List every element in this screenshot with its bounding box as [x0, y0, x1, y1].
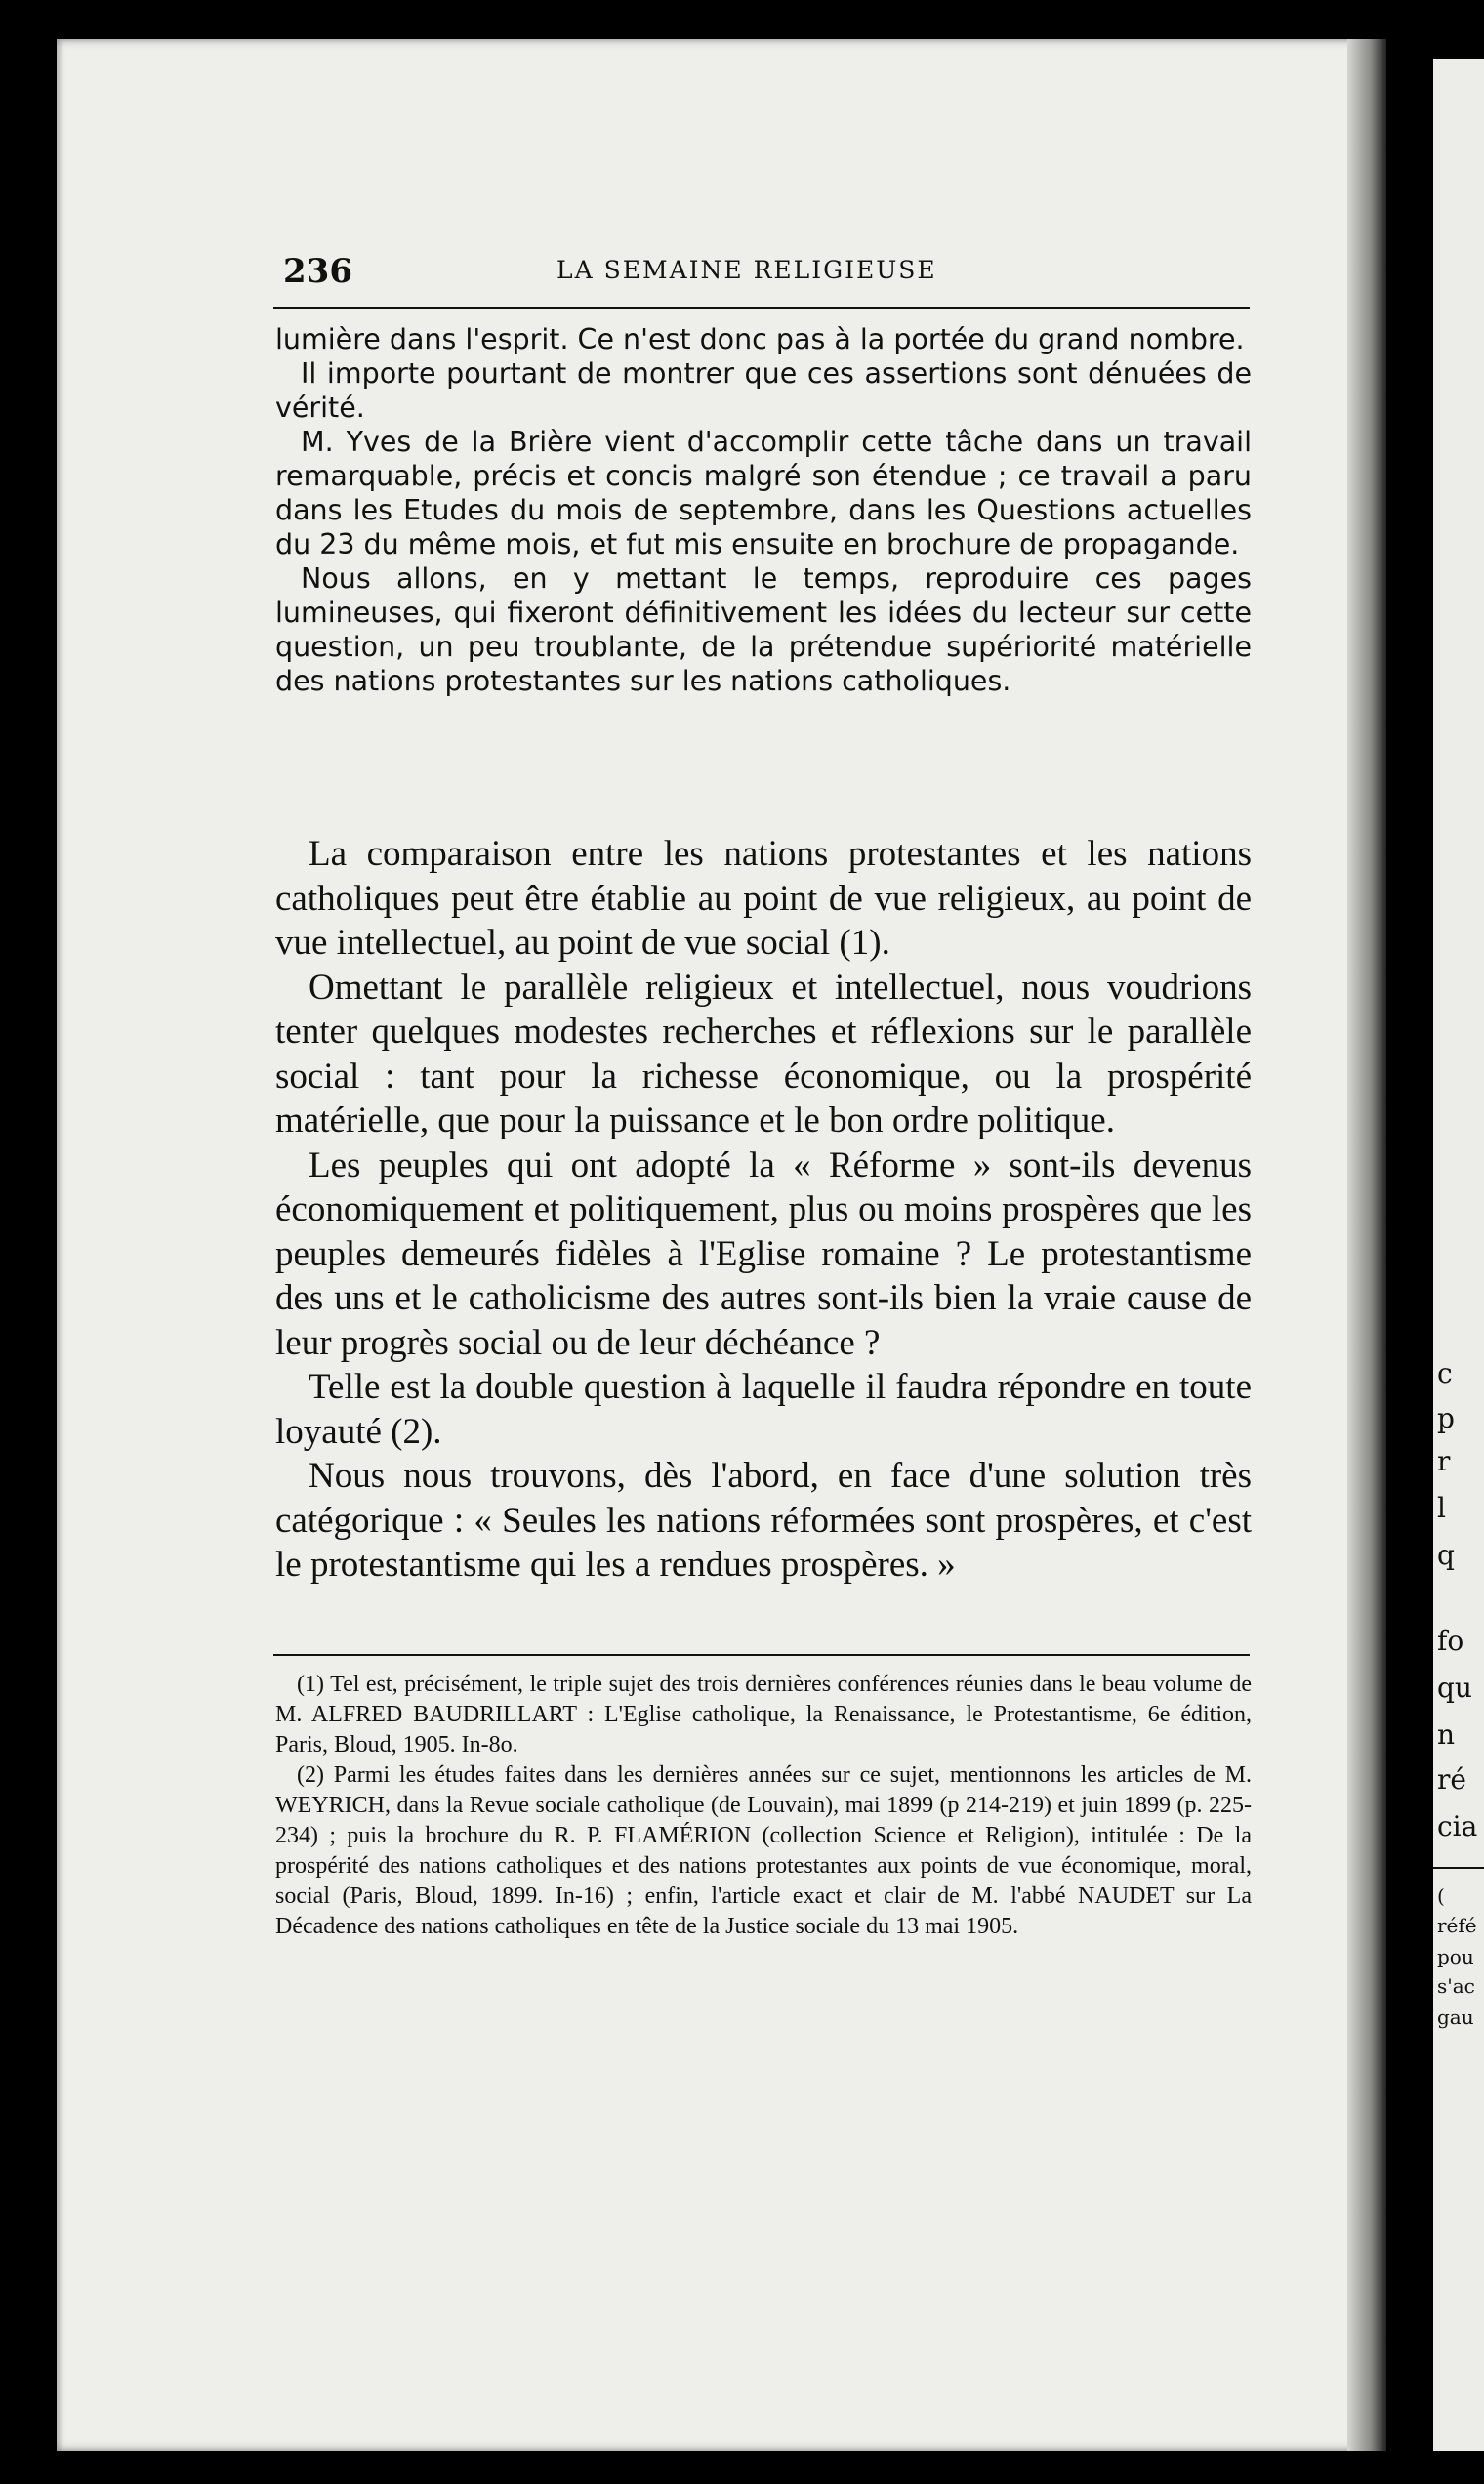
- fragment: pou: [1437, 1945, 1474, 1968]
- header-rule: [273, 307, 1250, 309]
- footnotes: [275, 1670, 1252, 1942]
- footnote: (1) Tel est, précisément, le triple sujet des trois dernières conférences réunies dans le beau volume de M. ALFRED BAUDRILLART : L'Eglise catholique, la Renaissance, le Protestantisme, 6e édition, Paris, Bloud, 1905. In-8o.: [275, 1672, 1252, 1758]
- paragraph: Nous allons, en y mettant le temps, reproduire ces pages lumineuses, qui fixeront définitivement les idées du lecteur sur cette question, un peu troublante, de la prétendue supériorité matérielle des nations protestantes sur les nations catholiques.: [275, 562, 1252, 697]
- fragment: s'ac: [1437, 1974, 1475, 1998]
- paragraph: M. Yves de la Brière vient d'accomplir cette tâche dans un travail remarquable, précis et concis malgré son étendue ; ce travail a paru dans les Etudes du mois de septembre, dans les Questions actuelles du 23 du même mois, et fut mis ensuite en brochure de propagande.: [275, 426, 1252, 560]
- footnote: (2) Parmi les études faites dans les dernières années sur ce sujet, mentionnons les articles de M. WEYRICH, dans la Revue sociale catholique (de Louvain), mai 1899 (p 214-219) et juin 1899 (p. 225-234) ; puis la brochure du R. P. FLAMÉRION (collection Science et Religion), intitulée : De la prospérité des nations catholiques et des nations protestantes aux points de vue économique, moral, social (Paris, Bloud, 1899. In-16) ; enfin, l'article exact et clair de M. l'abbé NAUDET sur La Décadence des nations catholiques en tête de la Justice sociale du 13 mai 1905.: [275, 1762, 1252, 1939]
- footnote-rule: [273, 1654, 1250, 1656]
- fragment: cia: [1437, 1810, 1478, 1842]
- main-text: [275, 832, 1252, 1588]
- page-header: [283, 252, 1250, 291]
- paragraph: Omettant le parallèle religieux et intellectuel, nous voudrions tenter quelques modestes recherches et réflexions sur le parallèle social : tant pour la richesse économique, ou la prospérité matérielle, que pour la puissance et le bon ordre politique.: [275, 967, 1252, 1140]
- paragraph: Nous nous trouvons, dès l'abord, en face d'une solution très catégorique : « Seules les nations réformées sont prospères, et c'est le protestantisme qui les a rendues prospères. »: [275, 1456, 1252, 1585]
- paragraph: lumière dans l'esprit. Ce n'est donc pas à la portée du grand nombre.: [275, 323, 1245, 355]
- paragraph: Les peuples qui ont adopté la « Réforme » sont-ils devenus économiquement et politiquement, plus ou moins prospères que les peuples demeurés fidèles à l'Eglise romaine ? Le protestantisme des uns et le catholicisme des autres sont-ils bien la vraie cause de leur progrès social ou de leur déchéance ?: [275, 1144, 1252, 1363]
- running-title: LA SEMAINE RELIGIEUSE: [556, 256, 937, 284]
- page-number: 236: [283, 252, 352, 291]
- adjacent-page-edge: [1433, 59, 1484, 2451]
- fragment: r: [1437, 1445, 1451, 1477]
- fragment: q: [1437, 1539, 1455, 1571]
- footnote-rule: [1433, 1867, 1484, 1869]
- paragraph: Telle est la double question à laquelle il faudra répondre en toute loyauté (2).: [275, 1367, 1252, 1452]
- fragment: p: [1437, 1402, 1455, 1434]
- fragment: réfé: [1437, 1914, 1477, 1937]
- fragment: fo: [1437, 1625, 1464, 1657]
- fragment: l: [1437, 1492, 1446, 1524]
- fragment: ré: [1437, 1763, 1466, 1796]
- page-gutter: [1347, 39, 1386, 2451]
- fragment: n: [1437, 1718, 1456, 1751]
- intro-section: [275, 322, 1252, 698]
- fragment: (: [1437, 1884, 1445, 1908]
- fragment: qu: [1437, 1672, 1472, 1704]
- fragment: c: [1437, 1357, 1453, 1389]
- paragraph: Il importe pourtant de montrer que ces assertions sont dénuées de vérité.: [275, 357, 1252, 424]
- paragraph: La comparaison entre les nations protestantes et les nations catholiques peut être établie au point de vue religieux, au point de vue intellectuel, au point de vue social (1).: [275, 834, 1252, 963]
- fragment: gau: [1437, 2006, 1474, 2029]
